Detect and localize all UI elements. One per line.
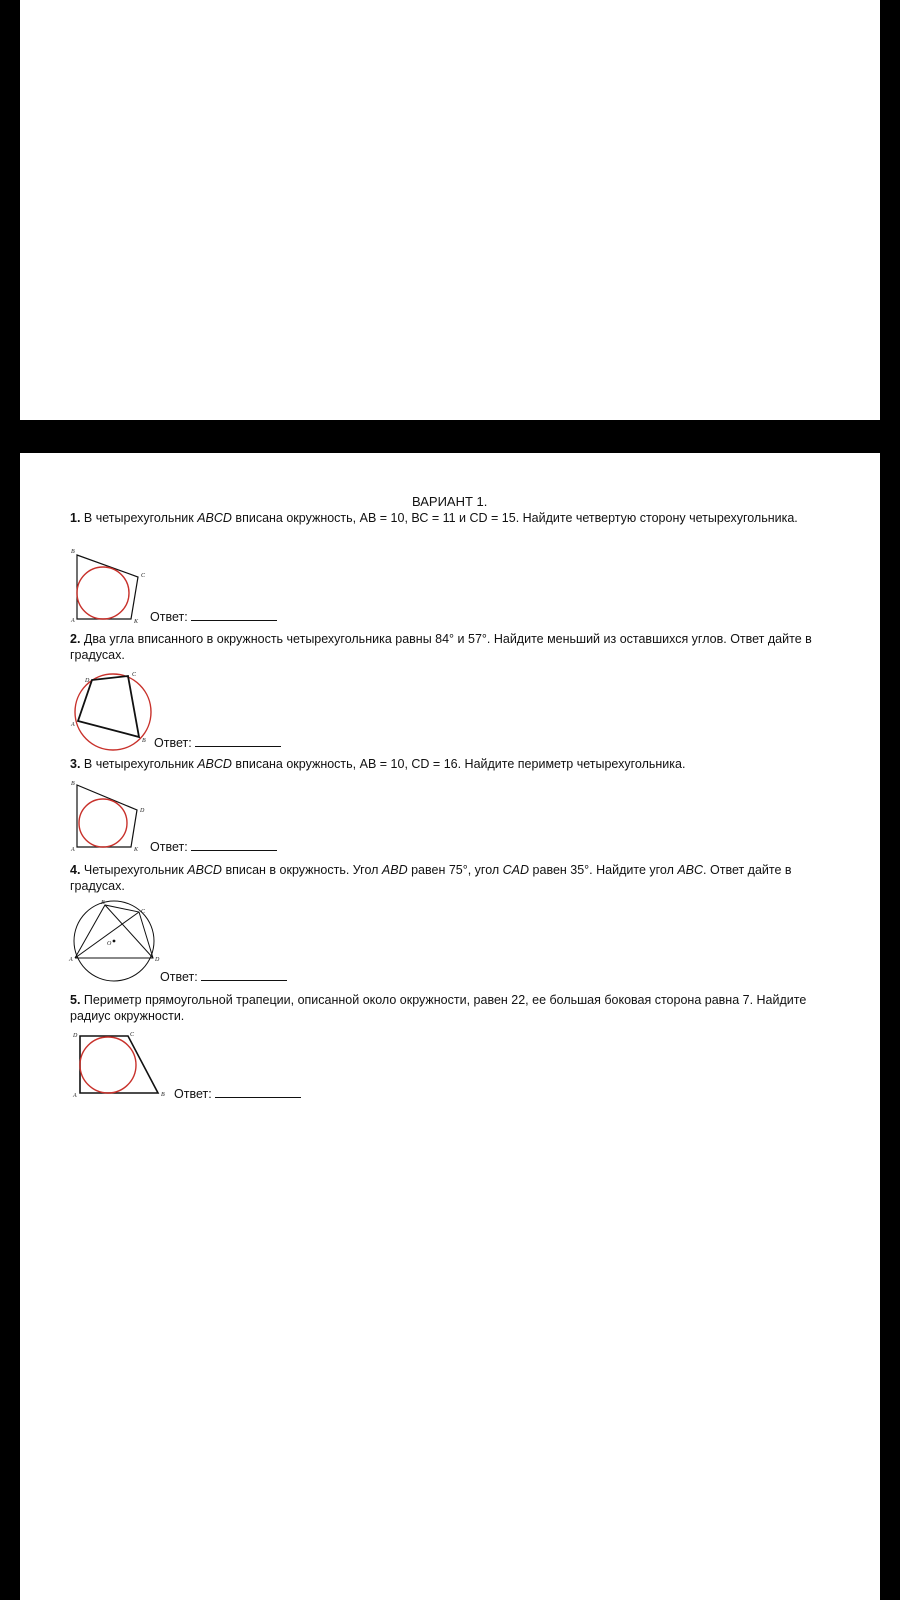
page-top-blank xyxy=(20,0,880,420)
problem-number: 2. xyxy=(70,632,81,646)
figure-label: C xyxy=(141,909,146,915)
problem-2-text: 2. Два угла вписанного в окружность четырехугольника равны 84° и 57°. Найдите меньший из оставшихся углов. Ответ дайте в градусах. xyxy=(70,632,812,662)
figure-label: A xyxy=(71,618,75,624)
figure-label: K xyxy=(134,619,139,625)
figure-label: C xyxy=(132,672,137,678)
answer-2: Ответ: xyxy=(154,735,281,750)
problem-number: 4. xyxy=(70,863,81,877)
figure-label: A xyxy=(69,957,73,963)
figure-label: D xyxy=(155,957,160,963)
figure-label: D xyxy=(73,1033,78,1039)
figure-label: D xyxy=(140,808,145,814)
answer-blank[interactable] xyxy=(201,969,287,981)
figure-5-tangential-trapezoid xyxy=(68,1029,178,1104)
figure-label: K xyxy=(134,847,139,853)
answer-blank[interactable] xyxy=(191,609,277,621)
answer-blank[interactable] xyxy=(215,1086,301,1098)
figure-label: B xyxy=(161,1092,165,1098)
problem-3-text: 3. В четырехугольник ABCD вписана окружность, АВ = 10, CD = 16. Найдите периметр четырехугольника. xyxy=(70,757,686,771)
figure-1-tangential-quadrilateral xyxy=(68,547,158,627)
answer-5: Ответ: xyxy=(174,1086,301,1101)
answer-4: Ответ: xyxy=(160,969,287,984)
problem-number: 1. xyxy=(70,511,81,525)
answer-1: Ответ: xyxy=(150,609,277,624)
problem-4-text: 4. Четырехугольник ABCD вписан в окружность. Угол ABD равен 75°, угол CAD равен 35°. Найдите угол ABC. Ответ дайте в градусах. xyxy=(70,863,792,893)
figure-label: C xyxy=(141,573,146,579)
figure-label: B xyxy=(71,549,75,555)
problem-5-text: 5. Периметр прямоугольной трапеции, описанной около окружности, равен 22, ее большая боковая сторона равна 7. Найдите радиус окружности. xyxy=(70,993,807,1023)
figure-label: A xyxy=(73,1093,77,1099)
worksheet-page xyxy=(20,453,880,1600)
figure-label: B xyxy=(71,781,75,787)
figure-label: B xyxy=(101,900,105,906)
answer-3: Ответ: xyxy=(150,839,277,854)
figure-label: C xyxy=(130,1032,135,1038)
figure-label: A xyxy=(71,722,75,728)
answer-blank[interactable] xyxy=(191,839,277,851)
figure-label: O xyxy=(107,941,112,947)
figure-label: D xyxy=(85,678,90,684)
figure-label: B xyxy=(142,738,146,744)
problem-number: 5. xyxy=(70,993,81,1007)
problem-1-text: 1. В четырехугольник ABCD вписана окружность, АВ = 10, ВС = 11 и CD = 15. Найдите четвертую сторону четырехугольника. xyxy=(70,511,798,525)
answer-blank[interactable] xyxy=(195,735,281,747)
figure-3-tangential-quadrilateral xyxy=(68,779,158,854)
problem-number: 3. xyxy=(70,757,81,771)
variant-title: ВАРИАНТ 1. xyxy=(412,494,488,509)
figure-label: A xyxy=(71,847,75,853)
